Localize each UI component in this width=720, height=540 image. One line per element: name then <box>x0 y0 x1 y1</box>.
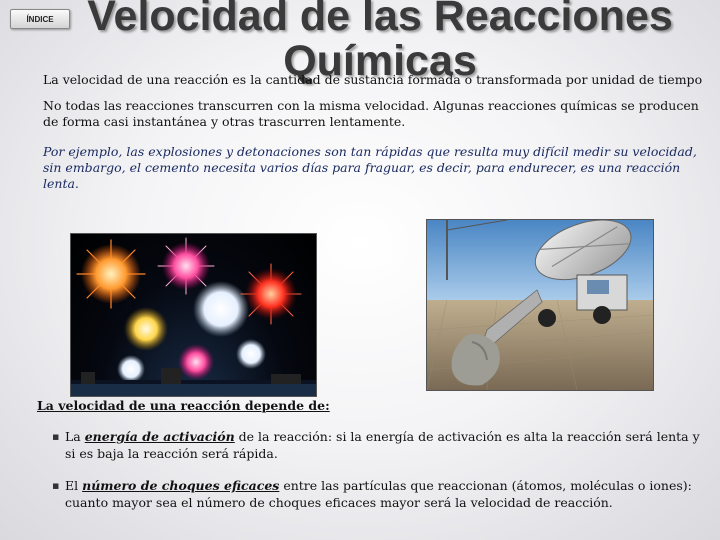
concrete-mixer-truck-photo <box>426 219 654 391</box>
factor-activation-energy <box>52 428 705 462</box>
fireworks-photo <box>70 233 317 397</box>
factor-highlight: número de choques eficaces <box>82 478 280 493</box>
factor-text: entre las partículas que reaccionan (átomos, moléculas o iones): cuanto mayor sea el número de choques eficaces mayor será la velocidad de reacción. <box>65 478 692 510</box>
factor-effective-collisions <box>52 477 705 511</box>
fireworks-illustration <box>71 234 316 396</box>
factors-heading: La velocidad de una reacción depende de: <box>37 398 330 413</box>
factor-prefix: El <box>65 478 83 493</box>
definition-paragraph: La velocidad de una reacción es la cantidad de sustancia formada o transformada por unidad de tiempo <box>43 72 703 87</box>
index-button-label: ÍNDICE <box>26 14 54 24</box>
example-paragraph: Por ejemplo, las explosiones y detonaciones son tan rápidas que resulta muy difícil medir su velocidad, sin embargo, el cemento necesita varios días para fraguar, es decir, para endurecer, es una reacción lenta. <box>43 144 697 191</box>
speed-variation-paragraph: No todas las reacciones transcurren con la misma velocidad. Algunas reacciones químicas se producen de forma casi instantánea y otras trascurren lentamente. <box>43 98 699 129</box>
concrete-illustration <box>427 220 653 390</box>
factor-prefix: La <box>65 429 85 444</box>
factor-text: de la reacción: si la energía de activación es alta la reacción será lenta y si es baja la reacción será rápida. <box>65 429 700 461</box>
page-title: Velocidad de las Reacciones Químicas <box>87 0 673 85</box>
factor-highlight: energía de activación <box>84 429 235 444</box>
